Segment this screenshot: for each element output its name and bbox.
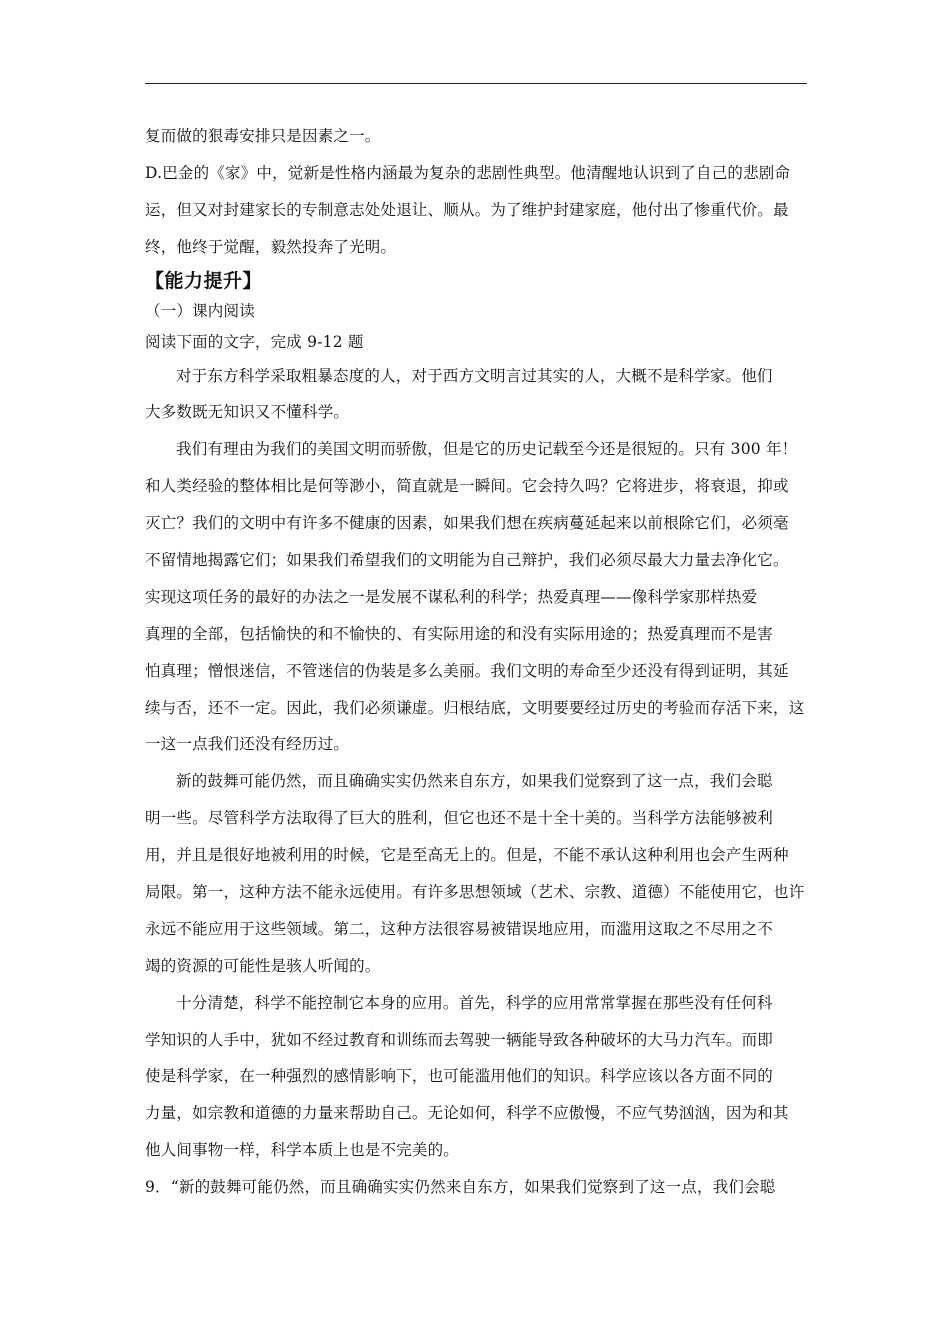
passage-line: 一这一点我们还没有经历过。 bbox=[145, 735, 350, 754]
text-line: 运，但又对封建家长的专制意志处处退让、顺从。为了维护封建家庭，他付出了惨重代价。最 bbox=[145, 200, 789, 219]
passage-line: 他人间事物一样，科学本质上也是不完美的。 bbox=[145, 1141, 460, 1160]
passage-line: 新的鼓舞可能仍然，而且确确实实仍然来自东方，如果我们觉察到了这一点，我们会聪 bbox=[176, 772, 773, 791]
section-heading: 【能力提升】 bbox=[145, 269, 263, 292]
instruction-line: 阅读下面的文字，完成 9-12 题 bbox=[145, 332, 364, 351]
text-line: 复而做的狠毒安排只是因素之一。 bbox=[145, 127, 381, 145]
passage-line: 力量，如宗教和道德的力量来帮助自己。无论如何，科学不应傲慢，不应气势汹汹，因为和其 bbox=[145, 1104, 789, 1123]
passage-line: 怕真理；憎恨迷信，不管迷信的伪装是多么美丽。我们文明的寿命至少还没有得到证明，其延 bbox=[145, 661, 789, 680]
question-9: 9．“新的鼓舞可能仍然，而且确确实实仍然来自东方，如果我们觉察到了这一点，我们会聪 bbox=[145, 1178, 776, 1197]
passage-line: 我们有理由为我们的美国文明而骄傲，但是它的历史记载至今还是很短的。只有 300 年！ bbox=[176, 440, 798, 459]
option-d-line: D.巴金的《家》中，觉新是性格内涵最为复杂的悲剧性典型。他清醒地认识到了自己的悲剧命 bbox=[145, 163, 791, 182]
passage-line: 对于东方科学采取粗暴态度的人，对于西方文明言过其实的人，大概不是科学家。他们 bbox=[176, 366, 773, 385]
passage-line: 和人类经验的整体相比是何等渺小，简直就是一瞬间。它会持久吗？它将进步，将衰退，抑或 bbox=[145, 477, 789, 496]
passage-line: 十分清楚，科学不能控制它本身的应用。首先，科学的应用常常掌握在那些没有任何科 bbox=[176, 993, 773, 1012]
passage-line: 真理的全部，包括愉快的和不愉快的、有实际用途的和没有实际用途的；热爱真理而不是害 bbox=[145, 624, 774, 643]
passage-line: 竭的资源的可能性是骇人听闻的。 bbox=[145, 956, 381, 975]
passage-line: 用，并且是很好地被利用的时候，它是至高无上的。但是，不能不承认这种利用也会产生两种 bbox=[145, 846, 789, 865]
passage-line: 续与否，还不一定。因此，我们必须谦虚。归根结底，文明要要经过历史的考验而存活下来，这 bbox=[145, 698, 805, 717]
passage-line: 实现这项任务的最好的办法之一是发展不谋私利的科学；热爱真理——像科学家那样热爱 bbox=[145, 587, 758, 606]
document-body bbox=[145, 118, 810, 1206]
passage-line: 不留情地揭露它们；如果我们希望我们的文明能为自己辩护，我们必须尽最大力量去净化它。 bbox=[145, 551, 789, 570]
passage-line: 学知识的人手中，犹如不经过教育和训练而去驾驶一辆能导致各种破坏的大马力汽车。而即 bbox=[145, 1030, 774, 1049]
passage-line: 大多数既无知识又不懂科学。 bbox=[145, 403, 350, 422]
subsection-title: （一）课内阅读 bbox=[145, 301, 255, 320]
passage-line: 灭亡？我们的文明中有许多不健康的因素，如果我们想在疾病蔓延起来以前根除它们，必须毫 bbox=[145, 514, 789, 533]
passage-line: 永远不能应用于这些领域。第二，这种方法很容易被错误地应用，而滥用这取之不尽用之不 bbox=[145, 919, 774, 938]
passage-line: 局限。第一，这种方法不能永远使用。有许多思想领域（艺术、宗教、道德）不能使用它，也许 bbox=[145, 883, 805, 902]
header-rule bbox=[145, 83, 807, 84]
text-line: 终，他终于觉醒，毅然投奔了光明。 bbox=[145, 237, 397, 256]
passage-line: 使是科学家，在一种强烈的感情影响下，也可能滥用他们的知识。科学应该以各方面不同的 bbox=[145, 1067, 774, 1086]
passage-line: 明一些。尽管科学方法取得了巨大的胜利，但它也还不是十全十美的。当科学方法能够被利 bbox=[145, 809, 774, 828]
